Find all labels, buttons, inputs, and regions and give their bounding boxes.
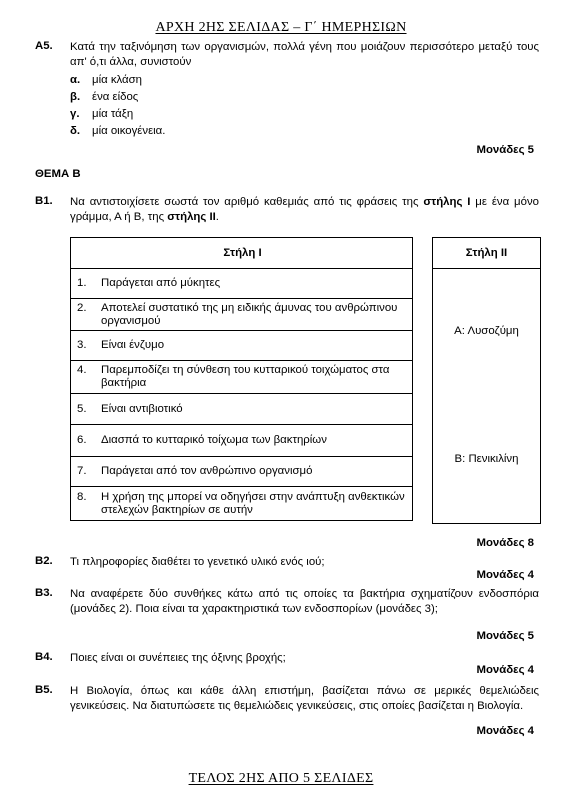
- b1-text-end: .: [215, 211, 219, 223]
- question-number-b3: Β3.: [35, 587, 53, 599]
- option-text: μία κλάση: [92, 74, 143, 86]
- table-row: [71, 269, 413, 299]
- question-b5-text: Η Βιολογία, όπως και κάθε άλλη επιστήμη, βασίζεται πάνω σε μερικές θεμελιώδεις γενικεύσεις. Να διατυπώσετε τις θεμελιώδεις γενικεύσεις, στις οποίες βασίζεται η Βιολογία.: [70, 685, 539, 712]
- table-row: [71, 425, 413, 457]
- column-2-option-a: [432, 268, 541, 398]
- question-a5-text: Κατά την ταξινόμηση των οργανισμών, πολλά γένη που μοιάζουν περισσότερο μεταξύ τους απ' ό,τι άλλα, συνιστούν: [70, 41, 539, 68]
- column-2-option-b: [432, 398, 541, 524]
- option-text: μία οικογένεια.: [92, 125, 166, 137]
- table-row: [71, 299, 413, 331]
- question-number-b4: Β4.: [35, 651, 53, 663]
- marks-a5: Μονάδες 5: [476, 144, 534, 156]
- option-a-label: Α: Λυσοζύμη: [454, 324, 519, 337]
- marks-b3: Μονάδες 5: [476, 630, 534, 642]
- row-text: Αποτελεί συστατικό της μη ειδικής άμυνας του ανθρώπινου οργανισμού: [101, 301, 398, 327]
- row-number: 8.: [77, 490, 87, 503]
- question-number-b2: Β2.: [35, 555, 53, 567]
- b1-text-pre: Να αντιστοιχίσετε σωστά τον αριθμό καθεμιάς από τις φράσεις της: [70, 196, 424, 208]
- option-b-label: Β: Πενικιλίνη: [454, 453, 519, 465]
- option-letter: δ.: [70, 125, 81, 137]
- row-number: 5.: [77, 402, 87, 415]
- table-row: [71, 361, 413, 394]
- question-b4-text: Ποιες είναι οι συνέπειες της όξινης βροχής;: [70, 652, 286, 664]
- row-text: Διασπά το κυτταρικό τοίχωμα των βακτηρίων: [101, 434, 327, 446]
- row-text: Παράγεται από μύκητες: [101, 277, 221, 289]
- marks-b1: Μονάδες 8: [476, 537, 534, 549]
- question-b2-text: Τι πληροφορίες διαθέτει το γενετικό υλικό ενός ιού;: [70, 556, 325, 568]
- page-footer: ΤΕΛΟΣ 2ΗΣ ΑΠΟ 5 ΣΕΛΙΔΕΣ: [188, 771, 374, 786]
- option-b: [70, 90, 138, 105]
- option-text: μία τάξη: [92, 108, 134, 120]
- question-number-b5: Β5.: [35, 684, 53, 696]
- marks-b5: Μονάδες 4: [476, 725, 534, 737]
- row-number: 3.: [77, 339, 87, 351]
- table-row: [71, 457, 413, 487]
- option-a: [70, 73, 142, 88]
- section-title: ΘΕΜΑ Β: [35, 168, 81, 180]
- row-number: 7.: [77, 465, 87, 477]
- row-text: Παράγεται από τον ανθρώπινο οργανισμό: [101, 465, 313, 477]
- option-letter: α.: [70, 74, 81, 86]
- table-row: [71, 331, 413, 361]
- table-row: [71, 487, 413, 521]
- row-number: 2.: [77, 301, 87, 314]
- row-text: Παρεμποδίζει τη σύνθεση του κυτταρικού τοιχώματος στα βακτήρια: [101, 364, 390, 389]
- row-number: 1.: [77, 277, 87, 289]
- question-b1-text: [70, 195, 539, 225]
- option-d: [70, 124, 165, 139]
- row-number: 6.: [77, 434, 87, 446]
- question-number-b1: Β1.: [35, 195, 53, 207]
- question-number-a5: Α5.: [35, 40, 53, 52]
- row-text: Η χρήση της μπορεί να οδηγήσει στην ανάπτυξη ανθεκτικών στελεχών βακτηρίων σε αυτήν: [101, 490, 405, 516]
- b1-bold-col2: στήλης ΙΙ: [167, 211, 216, 223]
- marks-b2: Μονάδες 4: [476, 569, 534, 581]
- row-text: Είναι αντιβιοτικό: [101, 402, 183, 415]
- option-letter: γ.: [70, 108, 80, 120]
- column-1-header: Στήλη Ι: [71, 238, 413, 269]
- row-number: 4.: [77, 364, 87, 376]
- option-c: [70, 107, 133, 122]
- b1-text-mid: με ένα μόνο γράμμα, Α ή Β, της: [70, 196, 539, 223]
- column-2-header: Στήλη ΙΙ: [432, 237, 541, 269]
- table-row: [71, 394, 413, 425]
- question-b3-text: Να αναφέρετε δύο συνθήκες κάτω από τις οποίες τα βακτήρια σχηματίζουν ενδοσπόρια (μονάδες 2). Ποια είναι τα χαρακτηριστικά των ενδοσπορίων (μονάδες 3);: [70, 588, 539, 615]
- marks-b4: Μονάδες 4: [476, 664, 534, 676]
- row-text: Είναι ένζυμο: [101, 339, 165, 351]
- column-1-table: [70, 237, 413, 521]
- option-text: ένα είδος: [92, 91, 139, 103]
- b1-bold-col1: στήλης Ι: [423, 196, 471, 208]
- option-letter: β.: [70, 91, 81, 103]
- page-header: ΑΡΧΗ 2ΗΣ ΣΕΛΙΔΑΣ – Γ΄ ΗΜΕΡΗΣΙΩΝ: [155, 20, 407, 35]
